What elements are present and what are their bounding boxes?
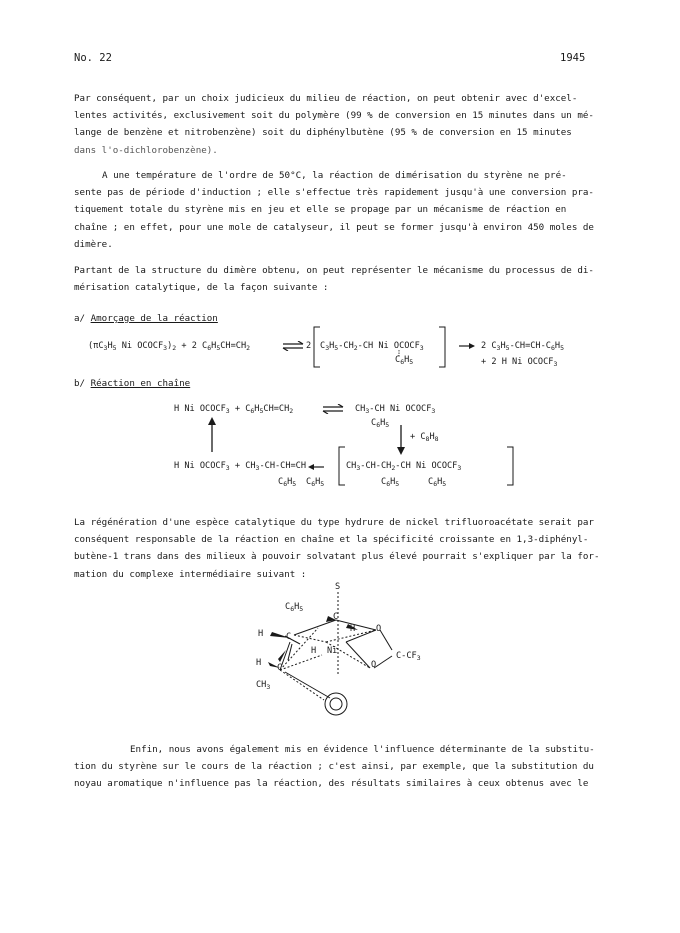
- page-number: 1945: [560, 52, 586, 64]
- eq-b-row1-right-substituent: $C_6H_5$: [371, 418, 390, 429]
- paragraph-line: tion du styrène sur le cours de la réaction ; c'est ainsi, par exemple, que la substitution du: [74, 761, 594, 773]
- complex-label-o-low: O: [371, 660, 377, 670]
- paragraph-4: [74, 514, 610, 583]
- complex-label-s: S: [335, 582, 341, 592]
- paragraph-line: lange de benzène et nitrobenzène) soit du diphénylbutène (95 % de conversion en 15 minutes: [74, 127, 572, 139]
- paragraph-5: [74, 741, 610, 793]
- eq-a-product-1: 2 $C_3H_5-CH=CH-C_6H_5$: [481, 341, 564, 352]
- complex-label-c-top: C: [333, 612, 339, 622]
- complex-label-ni: Ni: [327, 646, 338, 656]
- complex-label-h-right: H: [350, 624, 356, 634]
- eq-b-row2-right-substituent-1: $C_6H_5$: [381, 477, 400, 488]
- eq-b-row1-left: H Ni $OCOCF_3 + C_6H_5CH=CH_2$: [174, 404, 294, 415]
- paragraph-line: Par conséquent, par un choix judicieux du milieu de réaction, on peut obtenir avec d'excel-: [74, 93, 578, 104]
- eq-a-reactants: ($\pi C_3H_5$ Ni $OCOCF_3)_2 + 2$ $C_6H_5CH=CH_2$: [88, 341, 251, 352]
- eq-b-reagent: + $C_8H_8$: [410, 432, 439, 443]
- paragraph-line: sente pas de période d'induction ; elle s'effectue très rapidement jusqu'à une conversion pra-: [74, 187, 594, 199]
- eq-a-coefficient: 2: [306, 341, 312, 351]
- eq-b-row2-left-substituent-1: $C_6H_5$: [278, 477, 297, 488]
- left-bracket-icon: [338, 446, 346, 486]
- paragraph-line: dans l'o-dichlorobenzène).: [74, 144, 218, 156]
- eq-b-row1-right: $CH_3-CH$ Ni $OCOCF_3$: [355, 404, 436, 415]
- complex-label-cf3: $C-CF_3$: [396, 651, 421, 662]
- complex-label-ch3: $CH_3$: [256, 680, 271, 691]
- paragraph-line: Partant de la structure du dimère obtenu, on peut représenter le mécanisme du processus de di-: [74, 265, 594, 276]
- paragraph-2: [74, 167, 610, 253]
- eq-b-row2-left-substituent-2: $C_6H_5$: [306, 477, 325, 488]
- section-a-heading: a/ Amorçage de la réaction: [74, 313, 218, 324]
- paragraph-line: butène-1 trans dans des milieux à pouvoir solvatant plus élevé pourrait s'expliquer par la for-: [74, 551, 600, 563]
- paragraph-1: [74, 90, 610, 159]
- paragraph-line: mation du complexe intermédiaire suivant :: [74, 568, 307, 580]
- issue-number: No. 22: [74, 52, 112, 64]
- paragraph-line: La régénération d'une espèce catalytique du type hydrure de nickel trifluoroacétate serait par: [74, 517, 594, 528]
- reaction-arrow-icon: [458, 342, 476, 350]
- paragraph-line: chaîne ; en effet, pour une mole de catalyseur, il peut se former jusqu'à environ 450 moles de: [74, 221, 594, 233]
- complex-label-c6h5: $C_6H_5$: [285, 602, 304, 613]
- right-bracket-icon: [506, 446, 514, 486]
- paragraph-line: A une température de l'ordre de 50°C, la réaction de dimérisation du styrène ne pré-: [102, 170, 567, 181]
- paragraph-line: noyau aromatique n'influence pas la réaction, des résultats similaires à ceux obtenus avec le: [74, 778, 589, 790]
- section-a-title: Amorçage de la réaction: [90, 313, 218, 324]
- eq-a-intermediate: $C_3H_5-CH_2-CH$ Ni $OCOCF_3$: [320, 341, 424, 352]
- up-arrow-icon: [207, 417, 217, 453]
- eq-a-product-2: + 2 H Ni $OCOCF_3$: [481, 357, 558, 368]
- paragraph-line: mérisation catalytique, de la façon suivante :: [74, 282, 329, 294]
- reaction-arrow-left-icon: [308, 463, 324, 471]
- complex-label-h-mid: H: [311, 646, 317, 656]
- section-b-heading: b/ Réaction en chaîne: [74, 378, 191, 389]
- complex-label-h-left: H: [258, 629, 264, 639]
- section-b-title: Réaction en chaîne: [90, 378, 191, 389]
- paragraph-line: conséquent responsable de la réaction en chaîne et la spécificité croissante en 1,3-diphényl-: [74, 534, 589, 546]
- complex-label-c-left: C: [286, 632, 292, 642]
- right-bracket-icon: [438, 326, 446, 368]
- eq-b-row2-right-substituent-2: $C_6H_5$: [428, 477, 447, 488]
- bond-line-icon: [397, 350, 401, 356]
- eq-b-row2-left: H Ni $OCOCF_3 + CH_3-CH-CH=CH$: [174, 461, 307, 472]
- eq-a-intermediate-substituent: $C_6H_5$: [395, 355, 414, 366]
- paragraph-line: Enfin, nous avons également mis en évidence l'influence déterminante de la substitu-: [130, 744, 595, 755]
- down-arrow-icon: [396, 425, 406, 455]
- equilibrium-arrow-icon: [322, 404, 344, 414]
- eq-b-row2-right: $CH_3-CH-CH_2-CH$ Ni $OCOCF_3$: [346, 461, 462, 472]
- paragraph-line: tiquement totale du styrène mis en jeu et elle se propage par un mécanisme de réaction en: [74, 204, 567, 216]
- complex-label-h-low: H: [256, 658, 262, 668]
- paragraph-3: [74, 262, 610, 296]
- equilibrium-arrow-icon: [282, 341, 304, 351]
- paragraph-line: dimère.: [74, 238, 113, 250]
- paragraph-line: lentes activités, exclusivement soit du polymère (99 % de conversion en 15 minutes dans un mé-: [74, 110, 594, 122]
- complex-label-o-top: O: [376, 624, 382, 634]
- complex-label-c-low: C: [277, 663, 283, 673]
